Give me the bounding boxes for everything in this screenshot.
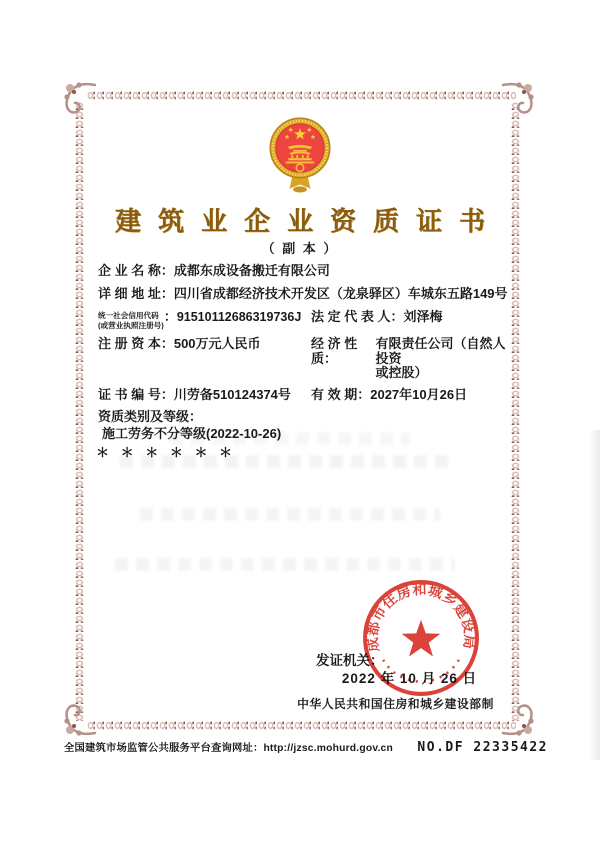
border-chain-left xyxy=(73,101,86,721)
certificate-title: 建筑业企业资质证书 xyxy=(114,206,502,236)
certificate-fields xyxy=(98,264,508,461)
certificate-no-value: 川劳备510124374号 xyxy=(173,387,291,403)
credit-code-value: 91510112686319736J xyxy=(176,309,302,324)
qualification-value: 施工劳务不分等级(2022-10-26) xyxy=(102,426,282,442)
validity-value: 2027年10月26日 xyxy=(370,387,468,403)
national-emblem-icon xyxy=(269,117,331,195)
field-certificate-no xyxy=(98,388,311,403)
footer xyxy=(64,739,548,755)
asterisk-separator: ＊ ＊ ＊ ＊ ＊ ＊ xyxy=(96,445,237,461)
border-chain-top xyxy=(86,89,516,102)
field-row-certno-validity xyxy=(98,388,508,403)
corner-flourish-icon xyxy=(62,80,98,116)
qualification-label: 资质类别及等级： xyxy=(98,409,203,425)
corner-flourish-icon xyxy=(62,702,98,738)
field-address xyxy=(98,287,508,302)
scan-smudge xyxy=(115,558,455,571)
page-edge-shadow xyxy=(588,430,600,760)
company-name-label: 企 业 名 称： xyxy=(98,263,174,278)
credit-code-label: 统一社会信用代码 (或营业执照注册号) xyxy=(98,310,164,330)
border-chain-right xyxy=(509,101,522,721)
field-registered-capital xyxy=(98,337,311,352)
field-legal-rep xyxy=(311,310,508,325)
seal-bottom-dots xyxy=(383,660,459,682)
address-label: 详 细 地 址： xyxy=(98,285,174,301)
legal-rep-label: 法 定 代 表 人： xyxy=(311,308,404,324)
credit-code-colon: ： xyxy=(163,308,177,324)
legal-rep-value: 刘泽梅 xyxy=(403,308,443,324)
field-row-credit-legal xyxy=(98,310,508,330)
issuer-label: 发证机关： xyxy=(316,653,384,668)
seal-text: 成都市住房和城乡建设局 xyxy=(364,582,478,653)
registered-capital-value: 500万元人民币 xyxy=(173,335,261,351)
scan-smudge xyxy=(140,508,440,521)
field-economic-nature xyxy=(311,337,508,382)
field-row-capital-nature xyxy=(98,337,508,382)
validity-label: 有 效 期： xyxy=(311,387,371,403)
seal-star-icon xyxy=(402,620,441,657)
address-value: 四川省成都经济技术开发区（龙泉驿区）车城东五路149号 xyxy=(173,285,508,301)
economic-nature-label: 经 济 性 质： xyxy=(311,335,358,366)
serial-number: NO.DF 22335422 xyxy=(417,740,548,755)
field-company-name xyxy=(98,264,508,279)
query-url-text: 全国建筑市场监管公共服务平台查询网址：http://jzsc.mohurd.gov.cn xyxy=(64,743,393,754)
economic-nature-value: 有限责任公司（自然人投资 或控股） xyxy=(375,335,506,381)
certificate-no-label: 证 书 编 号： xyxy=(98,387,174,403)
field-validity xyxy=(311,388,508,403)
official-seal xyxy=(360,577,482,699)
certificate-subtitle: （ 副 本 ） xyxy=(261,241,339,256)
corner-flourish-icon xyxy=(500,80,536,116)
ministry-imprint: 中华人民共和国住房和城乡建设部制 xyxy=(297,697,494,711)
registered-capital-label: 注 册 资 本： xyxy=(98,335,174,351)
field-credit-code xyxy=(98,310,311,330)
border-chain-bottom xyxy=(86,719,516,732)
company-name-value: 成都东成设备搬迁有限公司 xyxy=(173,263,330,278)
issue-date: 2022 年 10 月 26 日 xyxy=(341,671,478,686)
